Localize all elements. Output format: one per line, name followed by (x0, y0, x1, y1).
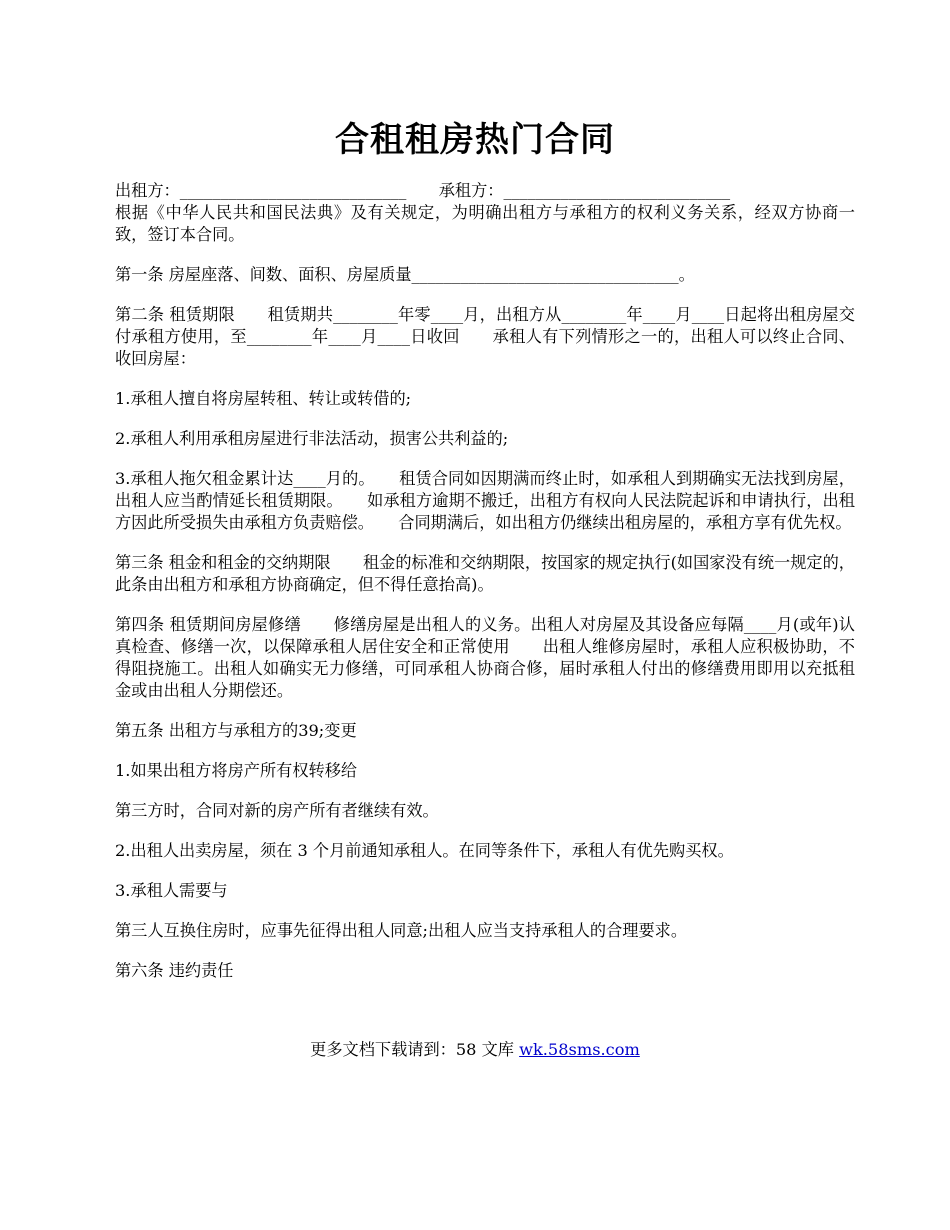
article-2-item-1: 1.承租人擅自将房屋转租、转让或转借的; (115, 389, 412, 408)
article-1: 第一条 房屋座落、间数、面积、房屋质量_________________________________。 (115, 265, 695, 284)
article-5-item-2: 2.出租人出卖房屋，须在 3 个月前通知承租人。在同等条件下，承租人有优先购买权。 (115, 841, 734, 860)
footer (0, 1036, 950, 1060)
footer-text: 更多文档下载请到：58 文库 (310, 1040, 520, 1059)
article-4: 第四条 租赁期间房屋修缮 修缮房屋是出租人的义务。出租人对房屋及其设备应每隔____月(或年)认真检查、修缮一次，以保障承租人居住安全和正常使用 出租人维修房屋时，承租人应积极协助，不得阻挠施工。出租人如确实无力修缮，可同承租人协商合修，届时承租人付出的修缮费用即用以充抵租金或由出租人分期偿还。 (115, 615, 855, 700)
article-5-item-1-cont: 第三方时，合同对新的房产所有者继续有效。 (115, 801, 439, 820)
parties-line: 出租方：____________________________ 承租方：____________________________ (115, 181, 731, 200)
article-5-item-3: 3.承租人需要与 (115, 881, 228, 900)
document-title: 合租租房热门合同 (335, 120, 615, 160)
article-6: 第六条 违约责任 (115, 961, 234, 980)
article-5: 第五条 出租方与承租方的39;变更 (115, 721, 357, 740)
document-body (115, 180, 855, 1000)
footer-link[interactable]: wk.58sms.com (519, 1040, 640, 1059)
article-2: 第二条 租赁期限 租赁期共________年零____月，出租方从________年____月____日起将出租房屋交付承租方使用，至________年____月____日收回 承租人有下列情形之一的，出租人可以终止合同、收回房屋： (115, 305, 855, 368)
article-2-item-2: 2.承租人利用承租房屋进行非法活动，损害公共利益的; (115, 429, 509, 448)
article-3: 第三条 租金和租金的交纳期限 租金的标准和交纳期限，按国家的规定执行(如国家没有统一规定的，此条由出租方和承租方协商确定，但不得任意抬高)。 (115, 553, 855, 594)
intro-paragraph: 根据《中华人民共和国民法典》及有关规定，为明确出租方与承租方的权利义务关系，经双方协商一致，签订本合同。 (115, 203, 855, 244)
article-5-item-3-cont: 第三人互换住房时，应事先征得出租人同意;出租人应当支持承租人的合理要求。 (115, 921, 688, 940)
article-2-item-3: 3.承租人拖欠租金累计达____月的。 租赁合同如因期满而终止时，如承租人到期确实无法找到房屋，出租人应当酌情延长租赁期限。 如承租方逾期不搬迁，出租方有权向人民法院起诉和申请执行，出租方因此所受损失由承租方负责赔偿。 合同期满后，如出租方仍继续出租房屋的，承租方享有优先权。 (115, 469, 855, 532)
article-5-item-1: 1.如果出租方将房产所有权转移给 (115, 761, 358, 780)
